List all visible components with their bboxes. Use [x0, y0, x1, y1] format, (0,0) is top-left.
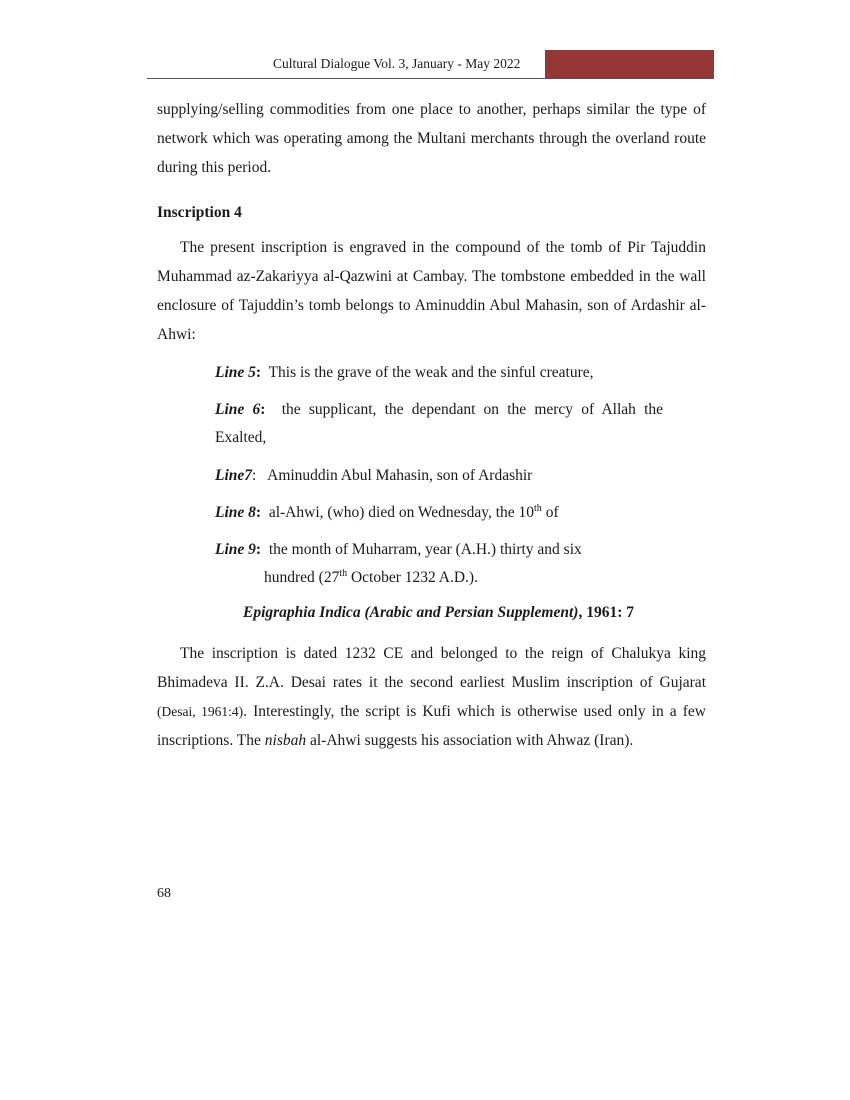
- inscription-line-8: Line 8: al-Ahwi, (who) died on Wednesday, the 10th of: [215, 502, 559, 521]
- inscription-line-9: Line 9: the month of Muharram, year (A.H.) thirty and six hundred (27th October 1232 A.D.).: [215, 541, 582, 586]
- paragraph-continuation: supplying/selling commodities from one place to another, perhaps similar the type of network which was operating among the Multani merchants through the overland route during this period.: [157, 101, 706, 176]
- inscription-line-7: Line7: Aminuddin Abul Mahasin, son of Ardashir: [215, 467, 533, 484]
- paragraph-inscription-intro: The present inscription is engraved in the compound of the tomb of Pir Tajuddin Muhammad az-Zakariyya al-Qazwini at Cambay. The tombstone embedded in the wall enclosure of Tajuddin’s tomb belongs to Aminuddin Abul Mahasin, son of Ardashir al-Ahwi:: [157, 239, 706, 343]
- citation-source: Epigraphia Indica (Arabic and Persian Supplement), 1961: 7: [243, 604, 634, 621]
- header-rule: [147, 78, 714, 79]
- running-header: Cultural Dialogue Vol. 3, January - May 2022: [273, 56, 521, 71]
- inscription-line-6: Line 6: the supplicant, the dependant on the mercy of Allah the Exalted,: [215, 401, 663, 446]
- page-number: 68: [157, 886, 171, 901]
- inscription-line-5: Line 5: This is the grave of the weak and the sinful creature,: [215, 364, 594, 381]
- paragraph-analysis: The inscription is dated 1232 CE and belonged to the reign of Chalukya king Bhimadeva II. Z.A. Desai rates it the second earliest Muslim inscription of Gujarat (Desai, 1961:4). Interestingly, the script is Kufi which is otherwise used only in a few inscriptions. The nisbah al-Ahwi suggests his association with Ahwaz (Iran).: [157, 645, 706, 749]
- inline-reference: (Desai, 1961:4): [157, 704, 244, 719]
- section-heading: Inscription 4: [157, 204, 242, 221]
- header-accent-bar: [545, 50, 714, 78]
